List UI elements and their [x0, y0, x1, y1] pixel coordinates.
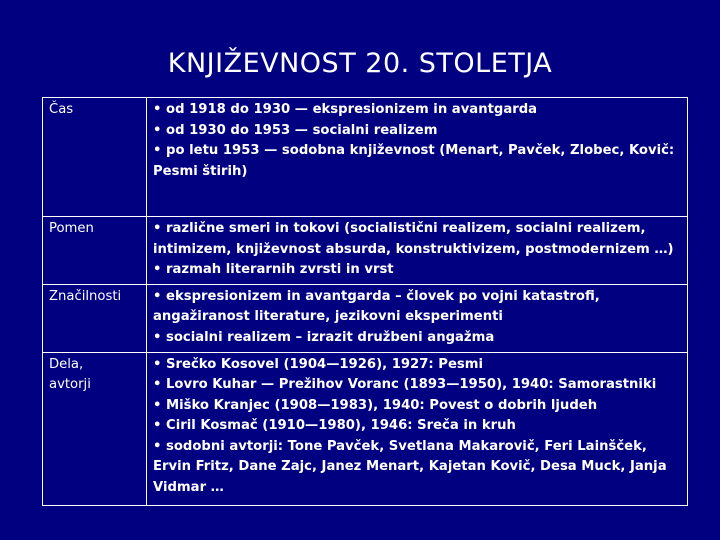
row-content	[147, 352, 688, 505]
row-label	[43, 98, 147, 217]
table-row	[43, 352, 688, 505]
list-item: • Ciril Kosmač (1910—1980), 1946: Sreča in kruh	[153, 418, 516, 433]
row-label-line: Čas	[49, 102, 74, 117]
row-content	[147, 284, 688, 352]
table-row	[43, 284, 688, 352]
row-label	[43, 284, 147, 352]
list-item: • ekspresionizem in avantgarda – človek po vojni katastrofi, angažiranost literature, jezikovni eksperimenti	[153, 288, 600, 324]
table-row	[43, 98, 688, 217]
slide-title: KNJIŽEVNOST 20. STOLETJA	[167, 48, 553, 79]
row-label-line: avtorji	[49, 377, 91, 392]
row-label	[43, 217, 147, 285]
row-label-line: Dela,	[49, 356, 84, 372]
list-item: • od 1930 do 1953 — socialni realizem	[153, 122, 438, 138]
list-item: • socialni realizem – izrazit družbeni angažma	[153, 329, 495, 345]
row-label	[43, 352, 147, 505]
list-item: • Lovro Kuhar — Prežihov Voranc (1893—1950), 1940: Samorastniki	[153, 377, 657, 392]
list-item: • Srečko Kosovel (1904—1926), 1927: Pesmi	[153, 356, 483, 372]
list-item: • po letu 1953 — sodobna književnost (Menart, Pavček, Zlobec, Kovič: Pesmi štirih)	[153, 143, 675, 179]
table-row	[43, 217, 688, 285]
row-label-line: Pomen	[49, 221, 94, 236]
list-item: • od 1918 do 1930 — ekspresionizem in avantgarda	[153, 102, 538, 117]
content-table	[42, 97, 688, 506]
row-content	[147, 217, 688, 285]
list-item: • različne smeri in tokovi (socialistični realizem, socialni realizem, intimizem, književnost absurda, konstruktivizem, postmodernizem …)	[153, 221, 674, 257]
row-content	[147, 98, 688, 217]
list-item: • razmah literarnih zvrsti in vrst	[153, 262, 394, 277]
row-label-line: Značilnosti	[49, 288, 122, 304]
list-item: • Miško Kranjec (1908—1983), 1940: Povest o dobrih ljudeh	[153, 397, 598, 413]
list-item: • sodobni avtorji: Tone Pavček, Svetlana Makarovič, Feri Lainšček, Ervin Fritz, Dane Zajc, Janez Menart, Kajetan Kovič, Desa Muck, Janja Vidmar …	[153, 438, 667, 495]
